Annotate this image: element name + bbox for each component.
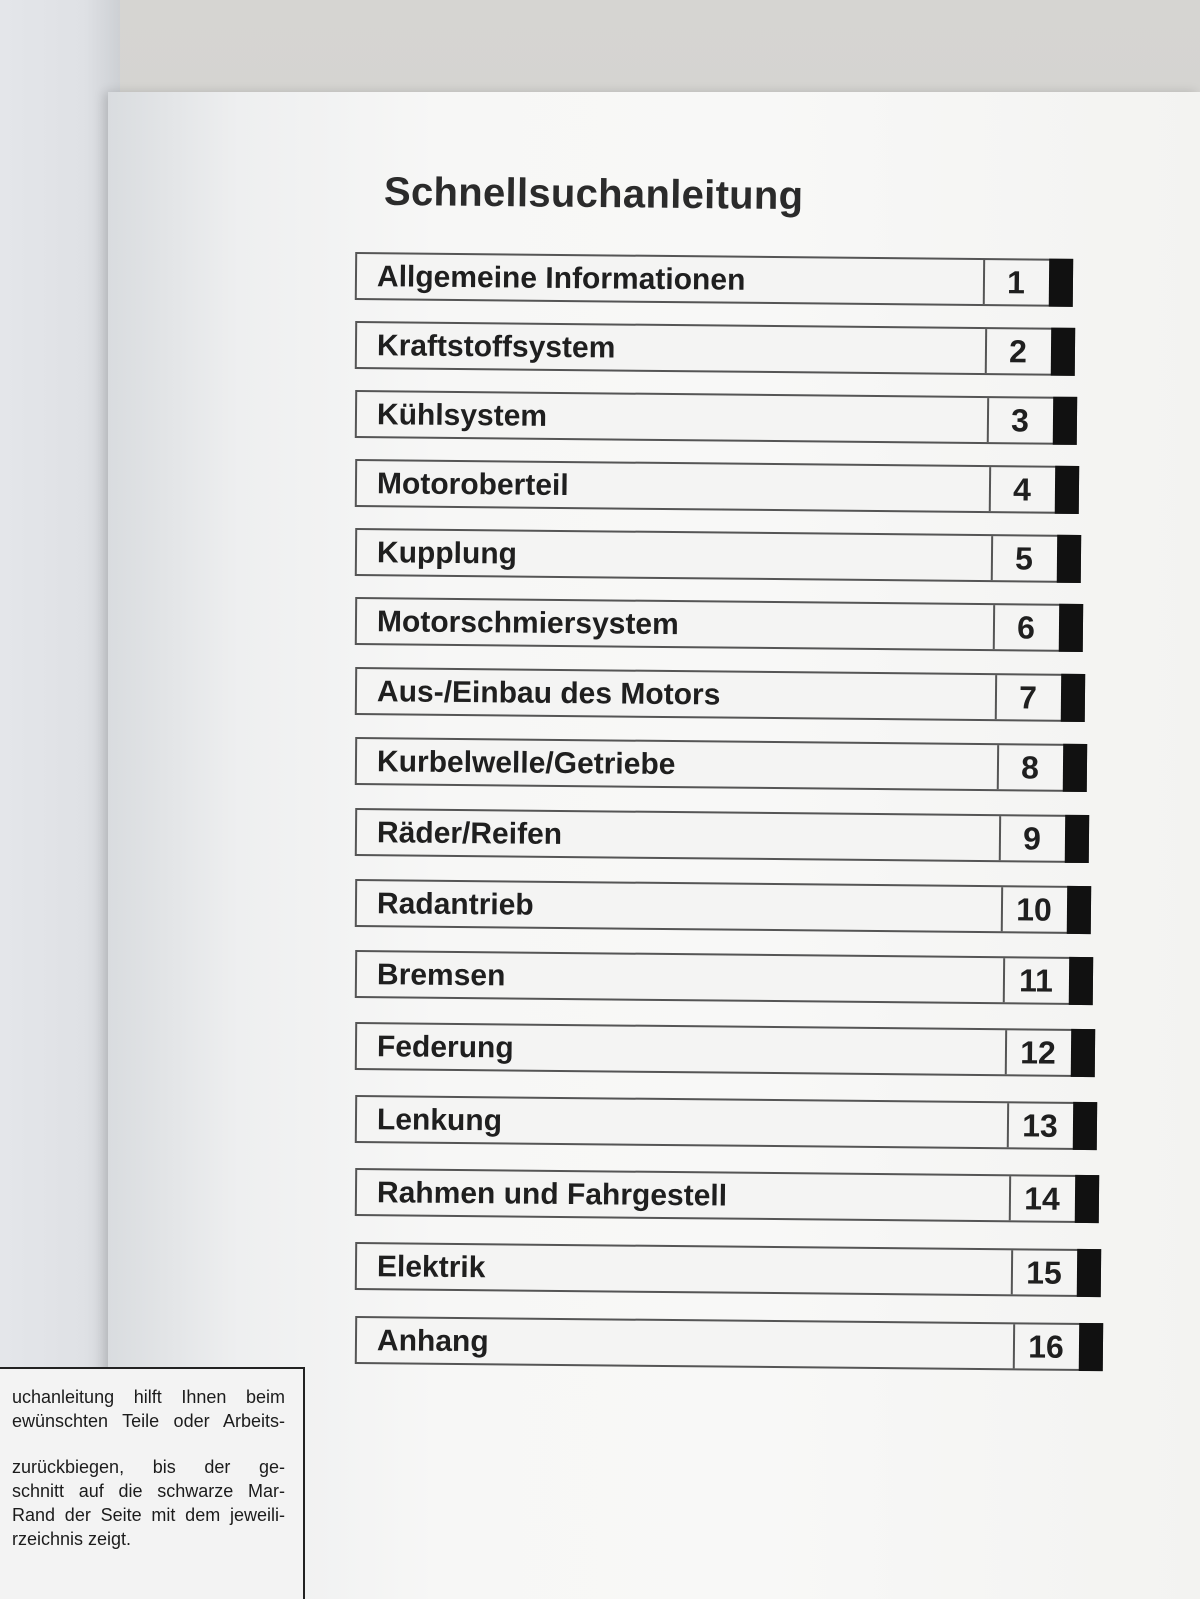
black-tab-marker xyxy=(1051,328,1075,376)
black-tab-marker xyxy=(1059,604,1083,652)
entry-number: 15 xyxy=(1011,1250,1075,1295)
index-entry-5[interactable] xyxy=(355,528,1081,583)
entry-number: 9 xyxy=(999,816,1063,861)
entry-number: 10 xyxy=(1001,887,1065,932)
entry-label: Aus-/Einbau des Motors xyxy=(376,675,721,712)
black-tab-marker xyxy=(1055,466,1079,514)
index-entry-9[interactable] xyxy=(355,808,1089,863)
entry-label: Kühlsystem xyxy=(376,398,548,433)
entry-label: Räder/Reifen xyxy=(376,816,563,851)
entry-number: 2 xyxy=(985,329,1049,374)
note-line: ewünschten Teile oder Arbeits- xyxy=(12,1411,285,1431)
black-tab-marker xyxy=(1049,259,1073,307)
entry-number: 4 xyxy=(989,467,1053,512)
index-entry-2[interactable] xyxy=(355,321,1075,376)
entry-number: 6 xyxy=(993,605,1057,650)
entry-label: Lenkung xyxy=(376,1103,503,1138)
index-entry-7[interactable] xyxy=(355,667,1085,722)
black-tab-marker xyxy=(1053,397,1077,445)
black-tab-marker xyxy=(1057,535,1081,583)
entry-number: 3 xyxy=(987,398,1051,443)
page-title: Schnellsuchanleitung xyxy=(383,169,804,219)
entry-number: 14 xyxy=(1009,1176,1073,1221)
entry-number: 11 xyxy=(1003,958,1067,1003)
entry-number: 1 xyxy=(983,260,1047,305)
black-tab-marker xyxy=(1061,674,1085,722)
entry-label: Federung xyxy=(376,1030,514,1065)
black-tab-marker xyxy=(1079,1323,1103,1371)
entry-label: Kraftstoffsystem xyxy=(376,329,616,365)
note-line: rzeichnis zeigt. xyxy=(12,1529,132,1549)
index-entry-1[interactable] xyxy=(355,252,1073,307)
entry-label: Allgemeine Informationen xyxy=(376,260,746,297)
note-line: uchanleitung hilft Ihnen beim xyxy=(12,1387,285,1407)
entry-label: Kurbelwelle/Getriebe xyxy=(376,745,676,782)
index-entry-15[interactable] xyxy=(355,1242,1101,1297)
black-tab-marker xyxy=(1077,1249,1101,1297)
black-tab-marker xyxy=(1063,744,1087,792)
note-line: Rand der Seite mit dem jeweili- xyxy=(12,1505,285,1525)
index-entry-16[interactable] xyxy=(355,1316,1103,1371)
entry-label: Motorschmiersystem xyxy=(376,605,679,642)
index-entry-13[interactable] xyxy=(355,1095,1097,1150)
entry-number: 12 xyxy=(1005,1030,1069,1075)
entry-label: Elektrik xyxy=(376,1250,486,1285)
entry-label: Radantrieb xyxy=(376,887,534,922)
instruction-note-box xyxy=(0,1367,305,1599)
entry-number: 16 xyxy=(1013,1324,1077,1369)
entry-label: Kupplung xyxy=(376,536,518,571)
index-entry-12[interactable] xyxy=(355,1022,1095,1077)
black-tab-marker xyxy=(1071,1029,1095,1077)
index-entry-11[interactable] xyxy=(355,950,1093,1005)
index-entry-14[interactable] xyxy=(355,1168,1099,1223)
index-entry-10[interactable] xyxy=(355,879,1091,934)
note-gap xyxy=(12,1433,285,1455)
note-line: zurückbiegen, bis der ge- xyxy=(12,1457,285,1477)
entry-number: 8 xyxy=(997,745,1061,790)
entry-label: Rahmen und Fahrgestell xyxy=(376,1176,728,1213)
note-line: schnitt auf die schwarze Mar- xyxy=(12,1481,285,1501)
black-tab-marker xyxy=(1065,815,1089,863)
index-entry-6[interactable] xyxy=(355,597,1083,652)
black-tab-marker xyxy=(1069,957,1093,1005)
black-tab-marker xyxy=(1075,1175,1099,1223)
entry-label: Anhang xyxy=(376,1324,489,1359)
black-tab-marker xyxy=(1073,1102,1097,1150)
index-entry-8[interactable] xyxy=(355,737,1087,792)
entry-number: 13 xyxy=(1007,1103,1071,1148)
entry-label: Motoroberteil xyxy=(376,467,569,503)
index-entry-4[interactable] xyxy=(355,459,1079,514)
entry-number: 7 xyxy=(995,675,1059,720)
entry-number: 5 xyxy=(991,536,1055,581)
black-tab-marker xyxy=(1067,886,1091,934)
index-entry-3[interactable] xyxy=(355,390,1077,445)
entry-label: Bremsen xyxy=(376,958,506,993)
